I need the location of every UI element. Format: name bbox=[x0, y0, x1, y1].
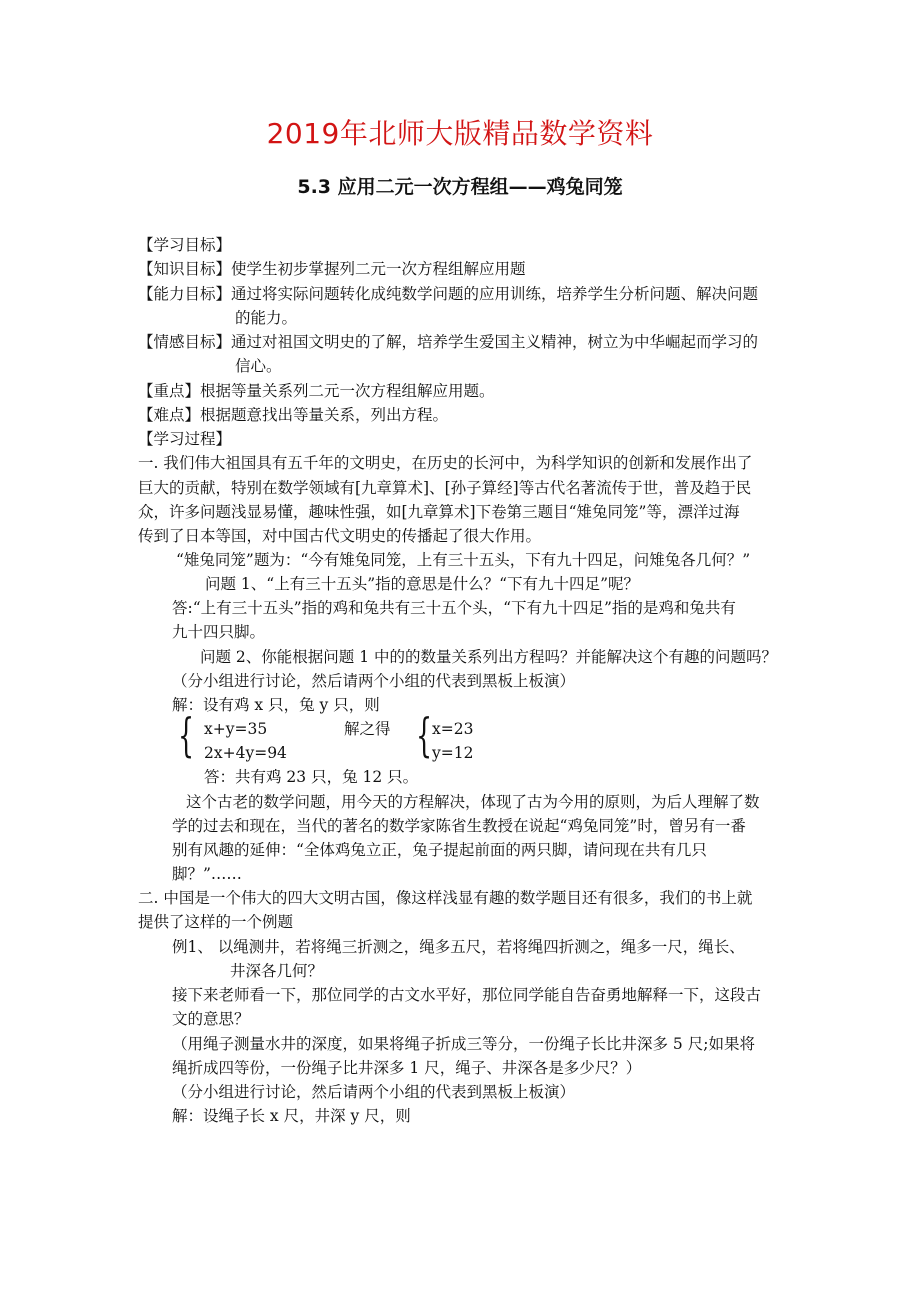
banner-title: 2019年北师大版精品数学资料 bbox=[266, 117, 654, 150]
knowledge-objective: 【知识目标】使学生初步掌握列二元一次方程组解应用题 bbox=[138, 260, 526, 278]
translation-line1: （用绳子测量水井的深度，如果将绳子折成三等分，一份绳子长比井深多 5 尺;如果将 bbox=[172, 1035, 755, 1053]
solution-x: x=23 bbox=[432, 720, 474, 738]
emotion-objective-line1: 【情感目标】通过对祖国文明史的了解，培养学生爱国主义精神，树立为中华崛起而学习的 bbox=[138, 333, 759, 351]
section1-paragraph-line: 巨大的贡献，特别在数学领域有[九章算术]、[孙子算经]等古代名著流传于世，普及趋于民 bbox=[138, 479, 752, 497]
answer-1-line2: 九十四只脚。 bbox=[172, 623, 266, 641]
solution-y: y=12 bbox=[432, 744, 474, 762]
equation-1: x+y=35 bbox=[204, 720, 268, 738]
discussion-note: （分小组进行讨论，然后请两个小组的代表到黑板上板演） bbox=[172, 672, 576, 690]
section2-paragraph-line: 二. 中国是一个伟大的四大文明古国，像这样浅显有趣的数学题目还有很多，我们的书上就 bbox=[138, 889, 753, 907]
section1-closing-line: 学的过去和现在，当代的著名的数学家陈省生教授在说起“鸡兔同笼”时，曾另有一番 bbox=[172, 817, 746, 835]
example-1-line2: 井深各几何？ bbox=[230, 962, 324, 980]
difficulty: 【难点】根据题意找出等量关系，列出方程。 bbox=[138, 406, 449, 424]
key-point: 【重点】根据等量关系列二元一次方程组解应用题。 bbox=[138, 382, 495, 400]
solve-label: 解之得 bbox=[344, 720, 391, 738]
section1-paragraph-line: 众，许多问题浅显易懂，趣味性强，如[九章算术]下卷第三题目“雉兔同笼”等，漂洋过海 bbox=[138, 503, 740, 521]
ability-objective-line1: 【能力目标】通过将实际问题转化成纯数学问题的应用训练，培养学生分析问题、解决问题 bbox=[138, 285, 759, 303]
answer-1-line1: 答:“上有三十五头”指的鸡和兔共有三十五个头，“下有九十四足”指的是鸡和兔共有 bbox=[172, 599, 736, 617]
process-heading: 【学习过程】 bbox=[138, 430, 232, 448]
section1-closing-line: 别有风趣的延伸：“全体鸡兔立正，兔子提起前面的两只脚，请问现在共有几只 bbox=[172, 841, 707, 859]
section1-closing-line: 这个古老的数学问题，用今天的方程解决，体现了古为今用的原则，为后人理解了数 bbox=[186, 793, 760, 811]
example-1-line1: 例1、 以绳测井，若将绳三折测之，绳多五尺，若将绳四折测之，绳多一尺，绳长、 bbox=[172, 938, 745, 956]
section1-paragraph-line: 一. 我们伟大祖国具有五千年的文明史，在历史的长河中，为科学知识的创新和发展作出了 bbox=[138, 454, 753, 472]
question-1: 问题 1、“上有三十五头”指的意思是什么？“下有九十四足”呢？ bbox=[205, 575, 639, 593]
solution-intro: 解：设有鸡 x 只，兔 y 只，则 bbox=[172, 696, 380, 714]
teacher-prompt-line1: 接下来老师看一下，那位同学的古文水平好，那位同学能自告奋勇地解释一下，这段古 bbox=[172, 986, 762, 1004]
discussion-note-2: （分小组进行讨论，然后请两个小组的代表到黑板上板演） bbox=[172, 1083, 576, 1101]
problem-quote: “雉兔同笼”题为：“今有雉兔同笼，上有三十五头，下有九十四足，问雉兔各几何？” bbox=[176, 551, 751, 569]
question-2: 问题 2、你能根据问题 1 中的的数量关系列出方程吗？并能解决这个有趣的问题吗？ bbox=[200, 648, 778, 666]
right-brace: { bbox=[416, 708, 433, 762]
section2-paragraph-line: 提供了这样的一个例题 bbox=[138, 913, 294, 931]
solution-intro-2: 解：设绳子长 x 尺，井深 y 尺，则 bbox=[172, 1107, 411, 1125]
teacher-prompt-line2: 文的意思？ bbox=[172, 1010, 250, 1028]
objectives-heading: 【学习目标】 bbox=[138, 236, 232, 254]
ability-objective-line2: 的能力。 bbox=[235, 309, 298, 327]
left-brace: { bbox=[178, 708, 195, 762]
lesson-title: 5.3 应用二元一次方程组——鸡兔同笼 bbox=[297, 176, 623, 198]
conclusion: 答：共有鸡 23 只，兔 12 只。 bbox=[204, 768, 419, 786]
section1-paragraph-line: 传到了日本等国，对中国古代文明史的传播起了很大作用。 bbox=[138, 527, 542, 545]
emotion-objective-line2: 信心。 bbox=[235, 357, 282, 375]
translation-line2: 绳折成四等份，一份绳子比井深多 1 尺，绳子、井深各是多少尺？） bbox=[172, 1059, 642, 1077]
equation-2: 2x+4y=94 bbox=[204, 744, 287, 762]
section1-closing-line: 脚？”…… bbox=[172, 865, 242, 883]
